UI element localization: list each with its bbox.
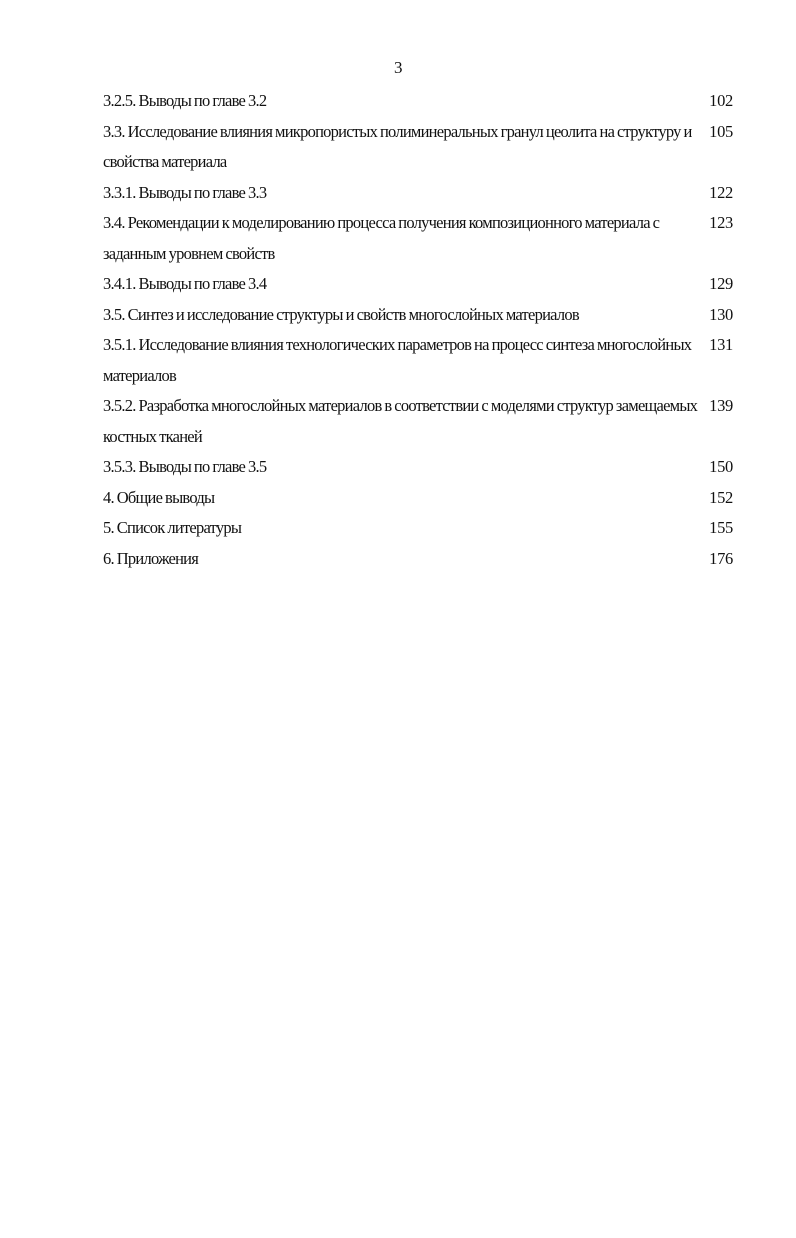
toc-entry-title: 3.5.3. Выводы по главе 3.5 <box>103 457 267 476</box>
toc-entry-title: 3.4.1. Выводы по главе 3.4 <box>103 274 267 293</box>
table-of-contents <box>103 86 735 574</box>
toc-entry-title: 3.5. Синтез и исследование структуры и свойств многослойных материалов <box>103 304 579 324</box>
toc-entry-page: 122 <box>709 182 733 202</box>
toc-entry-title: 3.2.5. Выводы по главе 3.2 <box>103 91 267 110</box>
toc-entry-page: 155 <box>709 518 733 537</box>
toc-entry-page: 139 <box>709 396 733 415</box>
toc-entry-3-5-1 <box>103 330 735 391</box>
toc-entry-page: 152 <box>709 487 733 507</box>
toc-entry-3-5-2 <box>103 391 735 452</box>
toc-entry-3-2-5 <box>103 86 735 117</box>
toc-entry-3-4-1 <box>103 269 735 300</box>
page-number: 3 <box>393 58 403 77</box>
toc-entry-3-3 <box>103 117 735 178</box>
toc-entry-title: 6. Приложения <box>103 548 199 568</box>
toc-entry-title: 3.5.2. Разработка многослойных материалов в соответствии с моделями структур замещаемых костных тканей <box>103 396 698 446</box>
toc-entry-page: 176 <box>709 548 733 568</box>
toc-entry-title: 3.4. Рекомендации к моделированию процесса получения композиционного материала с заданным уровнем свойств <box>103 213 660 263</box>
toc-entry-6 <box>103 544 735 575</box>
toc-entry-page: 131 <box>709 335 733 354</box>
toc-entry-page: 123 <box>709 213 733 232</box>
toc-entry-title: 3.3. Исследование влияния микропористых полиминеральных гранул цеолита на структуру и свойства материала <box>103 121 692 171</box>
toc-entry-page: 102 <box>709 91 733 110</box>
toc-entry-title: 3.3.1. Выводы по главе 3.3 <box>103 182 267 202</box>
toc-entry-page: 129 <box>709 274 733 293</box>
toc-entry-page: 105 <box>709 121 733 141</box>
toc-entry-page: 130 <box>709 304 733 324</box>
toc-entry-5 <box>103 513 735 544</box>
toc-entry-title: 3.5.1. Исследование влияния технологических параметров на процесс синтеза многослойных материалов <box>103 335 692 385</box>
toc-entry-page: 150 <box>709 457 733 476</box>
toc-entry-3-4 <box>103 208 735 269</box>
toc-entry-3-3-1 <box>103 178 735 209</box>
toc-entry-3-5-3 <box>103 452 735 483</box>
toc-entry-3-5 <box>103 300 735 331</box>
toc-entry-title: 4. Общие выводы <box>103 487 215 507</box>
toc-entry-4 <box>103 483 735 514</box>
toc-entry-title: 5. Список литературы <box>103 518 242 537</box>
